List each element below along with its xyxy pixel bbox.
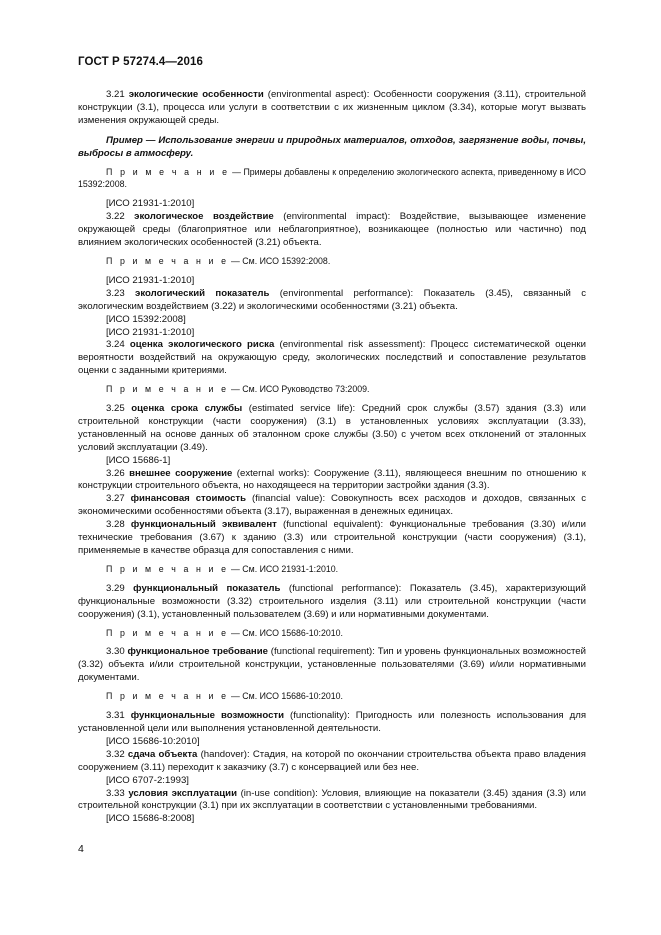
term-definition: (environmental risk assessment): Процесс систематической оценки вероятности воздействий на окружающую среду, экологических последствий и сопоставление результатов оценки с заданными критериями. bbox=[78, 339, 586, 377]
term-entry-3-26: 3.26 внешнее сооружение (external works): Сооружение (3.11), являющееся внешним по отношению к конструкции строительного объекта, но находящееся на территории застройки здания (3.3). bbox=[78, 467, 586, 492]
term-entry-3-22: 3.22 экологическое воздействие (environmental impact): Воздействие, вызывающее изменение окружающей среды (благоприятное или неблагоприятное), возникающее (полностью или частично) под влиянием экологических особенностей (3.21) объекта. bbox=[78, 211, 587, 249]
source-reference: [ИСО 21931-1:2010] bbox=[106, 274, 195, 286]
note-3-29: П р и м е ч а н и е — См. ИСО 15686-10:2010. bbox=[106, 627, 343, 638]
source-reference: [ИСО 21931-1:2010] bbox=[106, 198, 195, 210]
term-name: оценка срока службы bbox=[131, 403, 243, 415]
term-definition: (functionality): Пригодность или полезность использования для установленной цели или выполнения установленной деятельности. bbox=[78, 710, 587, 734]
term-name: условия эксплуатации bbox=[128, 787, 237, 799]
term-definition: (environmental aspect): Особенности сооружения (3.11), строительной конструкции (3.1), процесса или услуги в соответствии с их жизненным циклом (3.34), которые могут вызвать изменения окружающей среды. bbox=[78, 89, 586, 126]
source-reference: [ИСО 15686-1] bbox=[106, 454, 171, 466]
note-label: П р и м е ч а н и е bbox=[106, 384, 229, 395]
note-label: П р и м е ч а н и е bbox=[106, 563, 229, 574]
term-entry-3-21: 3.21 экологические особенности (environmental aspect): Особенности сооружения (3.11), строительной конструкции (3.1), процесса или услуги в соответствии с их жизненным циклом (3.34), которые могут вызвать изменения окружающей среды. bbox=[78, 89, 586, 126]
term-entry-3-28: 3.28 функциональный эквивалент (functional equivalent): Функциональные требования (3.30) и/или технические требования (3.67) к зданию (3.3) или строительной конструкции (части сооружения) (3.1), применяемые в качестве образца для сопоставления с ними. bbox=[78, 519, 586, 556]
source-reference: [ИСО 21931-1:2010] bbox=[106, 326, 195, 338]
term-definition: (external works): Сооружение (3.11), являющееся внешним по отношению к конструкции строительного объекта, но находящееся на территории застройки здания (3.3). bbox=[78, 467, 586, 492]
term-name: внешнее сооружение bbox=[129, 467, 233, 479]
term-name: финансовая стоимость bbox=[130, 493, 247, 505]
term-definition: (in-use condition): Условия, влияющие на показатели (3.45) здания (3.3) или строительной конструкции (3.1) при их эксплуатации в соответствии с установленными требованиями. bbox=[78, 787, 586, 812]
term-entry-3-27: 3.27 финансовая стоимость (financial value): Совокупность всех расходов и доходов, связанных с экономическими особенностями объекта (3.17), выраженная в денежных единицах. bbox=[78, 493, 586, 518]
source-reference: [ИСО 15392:2008] bbox=[106, 313, 186, 325]
term-name: функциональное требование bbox=[127, 646, 268, 658]
note-label: П р и м е ч а н и е bbox=[106, 255, 229, 266]
term-name: функциональный показатель bbox=[133, 582, 281, 594]
note-3-24: П р и м е ч а н и е — См. ИСО Руководство 73:2009. bbox=[106, 384, 370, 395]
document-body bbox=[78, 89, 586, 826]
term-name: функциональные возможности bbox=[130, 710, 285, 722]
term-name: сдача объекта bbox=[127, 748, 198, 760]
note-3-28: П р и м е ч а н и е — См. ИСО 21931-1:2010. bbox=[106, 563, 339, 574]
source-reference: [ИСО 6707-2:1993] bbox=[106, 774, 189, 786]
source-reference: [ИСО 15686-8:2008] bbox=[106, 813, 195, 825]
term-definition: (estimated service life): Средний срок службы (3.57) здания (3.3) или строительной конструкции (части сооружения) (3.1) в установленных условиях эксплуатации (3.33), установленный на основе данных об эталонном сроке службы (3.50) с учетом всех отклонений от эталонных условий эксплуатации (3.49). bbox=[78, 403, 586, 453]
term-definition: (functional performance): Показатель (3.45), характеризующий функциональные возможности (3.32) строительного изделия (3.11) или строительной конструкции (части сооружения) (3.1), установленный пользователем (3.69) и или нормативными документами. bbox=[78, 582, 586, 620]
note-3-22: П р и м е ч а н и е — См. ИСО 15392:2008. bbox=[106, 255, 331, 266]
term-definition: (functional equivalent): Функциональные требования (3.30) и/или технические требования (3.67) к зданию (3.3) или строительной конструкции (части сооружения) (3.1), применяемые в качестве образца для сопоставления с ними. bbox=[78, 519, 586, 556]
term-entry-3-29: 3.29 функциональный показатель (functional performance): Показатель (3.45), характеризующий функциональные возможности (3.32) строительного изделия (3.11) или строительной конструкции (части сооружения) (3.1), установленный пользователем (3.69) и или нормативными документами. bbox=[78, 582, 586, 620]
term-entry-3-24: 3.24 оценка экологического риска (environmental risk assessment): Процесс систематической оценки вероятности воздействий на окружающую среду, экологических последствий и сопоставление результатов оценки с заданными критериями. bbox=[78, 339, 586, 377]
term-entry-3-31: 3.31 функциональные возможности (functionality): Пригодность или полезность использования для установленной цели или выполнения установленной деятельности. bbox=[78, 710, 587, 734]
term-definition: (environmental performance): Показатель (3.45), связанный с экологическим воздействием (3.22) и экологическими особенностями (3.21) объекта. bbox=[78, 287, 587, 312]
term-entry-3-23: 3.23 экологический показатель (environmental performance): Показатель (3.45), связанный с экологическим воздействием (3.22) и экологическими особенностями (3.21) объекта. bbox=[78, 287, 587, 312]
term-name: функциональный эквивалент bbox=[130, 519, 277, 531]
document-header: ГОСТ Р 57274.4—2016 bbox=[78, 56, 203, 68]
note-label: П р и м е ч а н и е bbox=[106, 691, 229, 702]
term-name: оценка экологического риска bbox=[129, 339, 275, 351]
term-entry-3-25: 3.25 оценка срока службы (estimated service life): Средний срок службы (3.57) здания (3.3) или строительной конструкции (части сооружения) (3.1) в установленных условиях эксплуатации (3.33), установленный на основе данных об эталонном сроке службы (3.50) с учетом всех отклонений от эталонных условий эксплуатации (3.49). bbox=[78, 403, 586, 453]
term-name: экологический показатель bbox=[135, 287, 270, 299]
source-reference: [ИСО 15686-10:2010] bbox=[106, 735, 200, 747]
term-entry-3-30: 3.30 функциональное требование (functional requirement): Тип и уровень функциональных возможностей (3.32) объекта и/или строительной конструкции, установленные пользователями (3.69) и/или нормативными документами. bbox=[78, 646, 587, 684]
note-3-30: П р и м е ч а н и е — См. ИСО 15686-10:2010. bbox=[106, 691, 343, 702]
term-definition: (environmental impact): Воздействие, вызывающее изменение окружающей среды (благоприятное или неблагоприятное), возникающее (полностью или частично) под влиянием экологических особенностей (3.21) объекта. bbox=[78, 211, 587, 249]
term-name: экологические особенности bbox=[128, 89, 264, 100]
term-entry-3-33: 3.33 условия эксплуатации (in-use condition): Условия, влияющие на показатели (3.45) здания (3.3) или строительной конструкции (3.1) при их эксплуатации в соответствии с установленными требованиями. bbox=[78, 787, 586, 812]
note-3-21: П р и м е ч а н и е — Примеры добавлены к определению экологического аспекта, приведенному в ИСО 15392:2008. bbox=[78, 166, 586, 190]
note-label: П р и м е ч а н и е bbox=[106, 627, 229, 638]
term-definition: (handover): Стадия, на которой по окончании строительства объекта право владения сооружением (3.11) переходит к заказчику (3.7) с консервацией или без нее. bbox=[78, 748, 586, 773]
page-number: 4 bbox=[78, 843, 84, 855]
term-definition: (functional requirement): Тип и уровень функциональных возможностей (3.32) объекта и/или строительной конструкции, установленные пользователями (3.69) и/или нормативными документами. bbox=[78, 646, 587, 684]
term-name: экологическое воздействие bbox=[134, 211, 274, 223]
example-text: Пример — Использование энергии и природных материалов, отходов, загрязнение воды, почвы, выбросы в атмосферу. bbox=[78, 134, 586, 159]
term-definition: (financial value): Совокупность всех расходов и доходов, связанных с экономическими особенностями объекта (3.17), выраженная в денежных единицах. bbox=[78, 493, 586, 518]
term-entry-3-32: 3.32 сдача объекта (handover): Стадия, на которой по окончании строительства объекта право владения сооружением (3.11) переходит к заказчику (3.7) с консервацией или без нее. bbox=[78, 748, 586, 773]
note-label: П р и м е ч а н и е bbox=[106, 166, 230, 177]
